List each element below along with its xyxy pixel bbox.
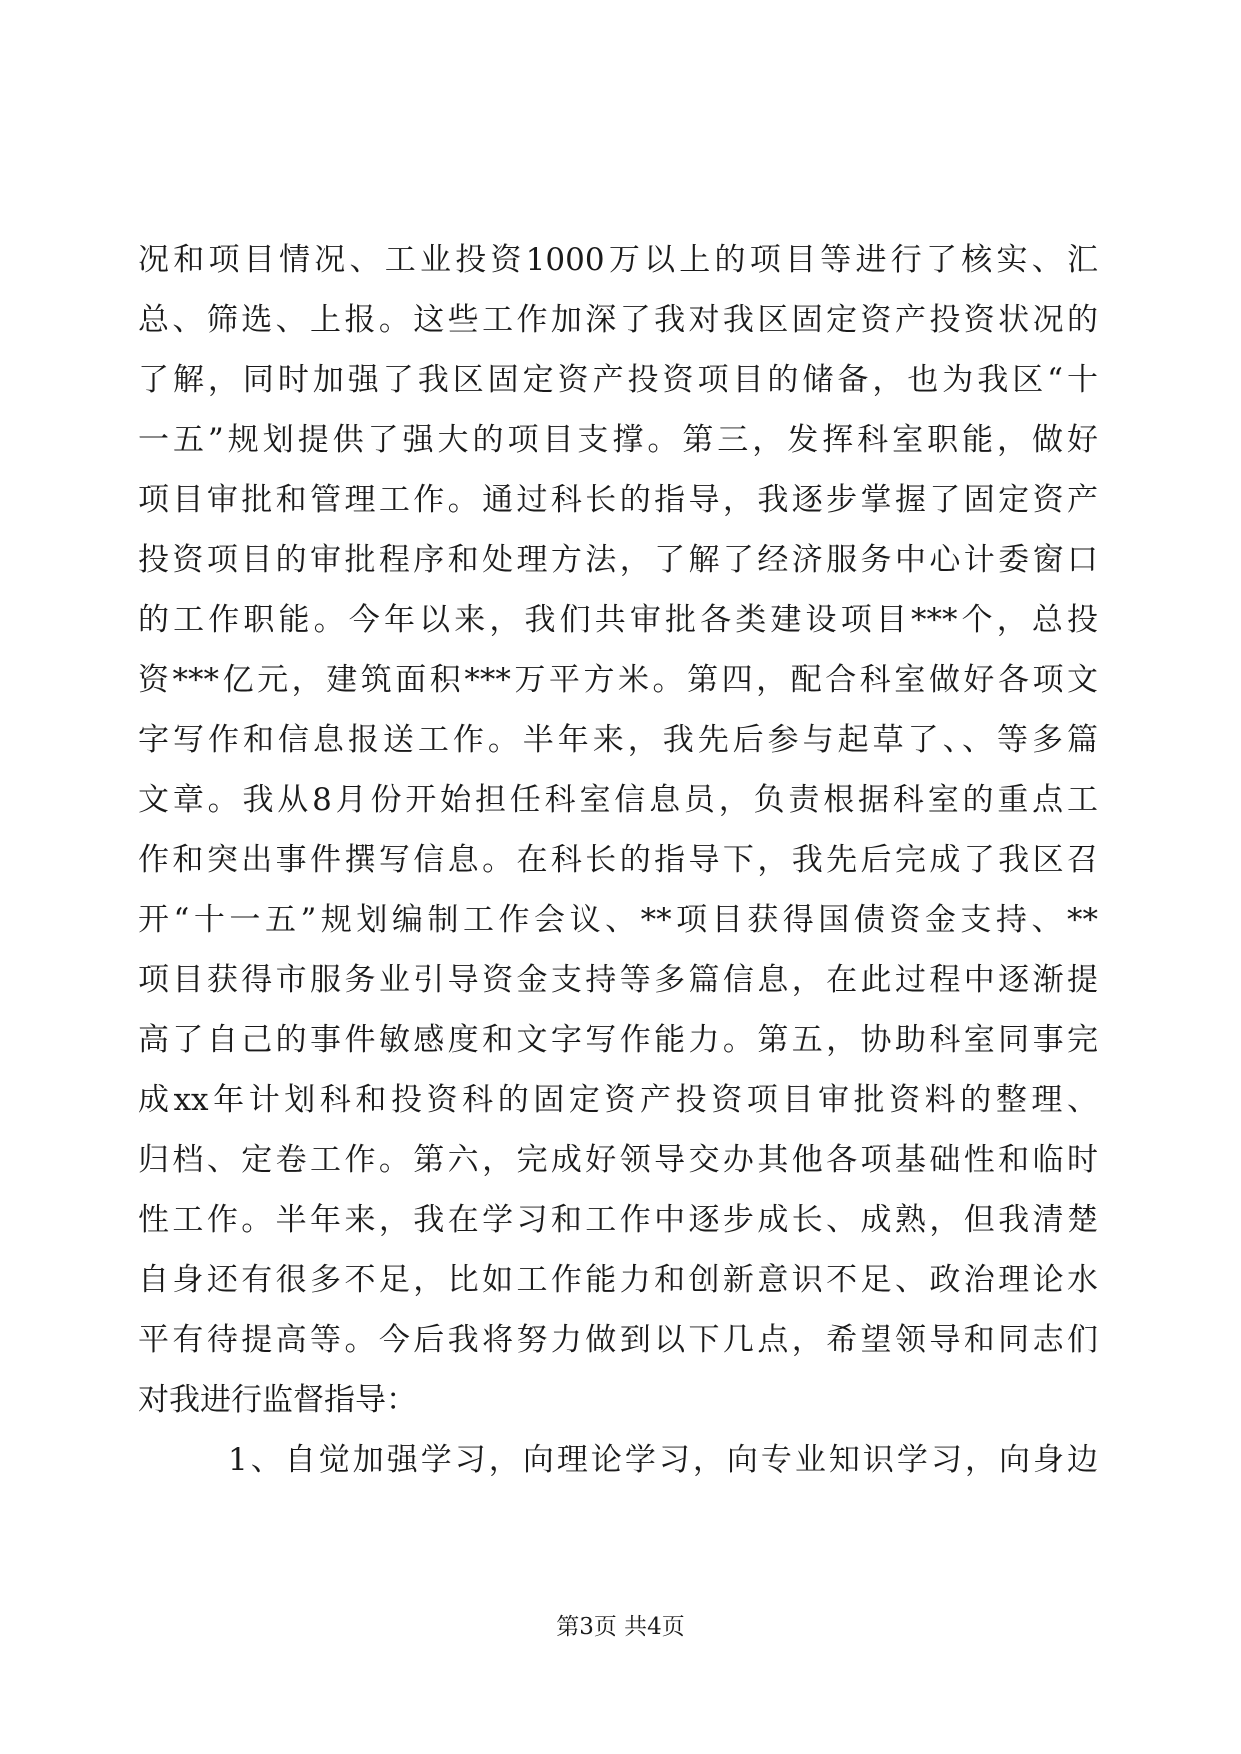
text-line: 项目审批和管理工作。通过科长的指导，我逐步掌握了固定资产 [138,482,1098,518]
page-footer: 第3页 共4页 [556,1614,685,1640]
text-line: 字写作和信息报送工作。半年来，我先后参与起草了、、等多篇 [138,722,1098,758]
text-line: 的工作职能。今年以来，我们共审批各类建设项目***个，总投 [138,602,1098,638]
text-line: 况和项目情况、工业投资1000万以上的项目等进行了核实、汇 [138,242,1098,278]
text-line: 自身还有很多不足，比如工作能力和创新意识不足、政治理论水 [138,1262,1098,1298]
text-line: 性工作。半年来，我在学习和工作中逐步成长、成熟，但我清楚 [138,1202,1098,1238]
text-line: 总、筛选、上报。这些工作加深了我对我区固定资产投资状况的 [138,302,1098,338]
text-line: 高了自己的事件敏感度和文字写作能力。第五，协助科室同事完 [138,1022,1098,1058]
text-line: 成xx年计划科和投资科的固定资产投资项目审批资料的整理、 [138,1082,1098,1118]
text-line: 开“十一五”规划编制工作会议、**项目获得国债资金支持、** [138,902,1098,938]
text-line: 文章。我从8月份开始担任科室信息员，负责根据科室的重点工 [138,782,1098,818]
text-line: 项目获得市服务业引导资金支持等多篇信息，在此过程中逐渐提 [138,962,1098,998]
text-line: 了解，同时加强了我区固定资产投资项目的储备，也为我区“十 [138,362,1098,398]
body-text [138,230,1098,1490]
text-line: 平有待提高等。今后我将努力做到以下几点，希望领导和同志们 [138,1322,1098,1358]
text-line: 资***亿元，建筑面积***万平方米。第四，配合科室做好各项文 [138,662,1098,698]
text-line: 对我进行监督指导： [138,1382,417,1418]
text-line: 作和突出事件撰写信息。在科长的指导下，我先后完成了我区召 [138,842,1098,878]
text-line: 一五”规划提供了强大的项目支撑。第三，发挥科室职能，做好 [138,422,1098,458]
text-line: 投资项目的审批程序和处理方法，了解了经济服务中心计委窗口 [138,542,1098,578]
numbered-item: 1、自觉加强学习，向理论学习，向专业知识学习，向身边 [228,1442,1098,1478]
text-line: 归档、定卷工作。第六，完成好领导交办其他各项基础性和临时 [138,1142,1098,1178]
